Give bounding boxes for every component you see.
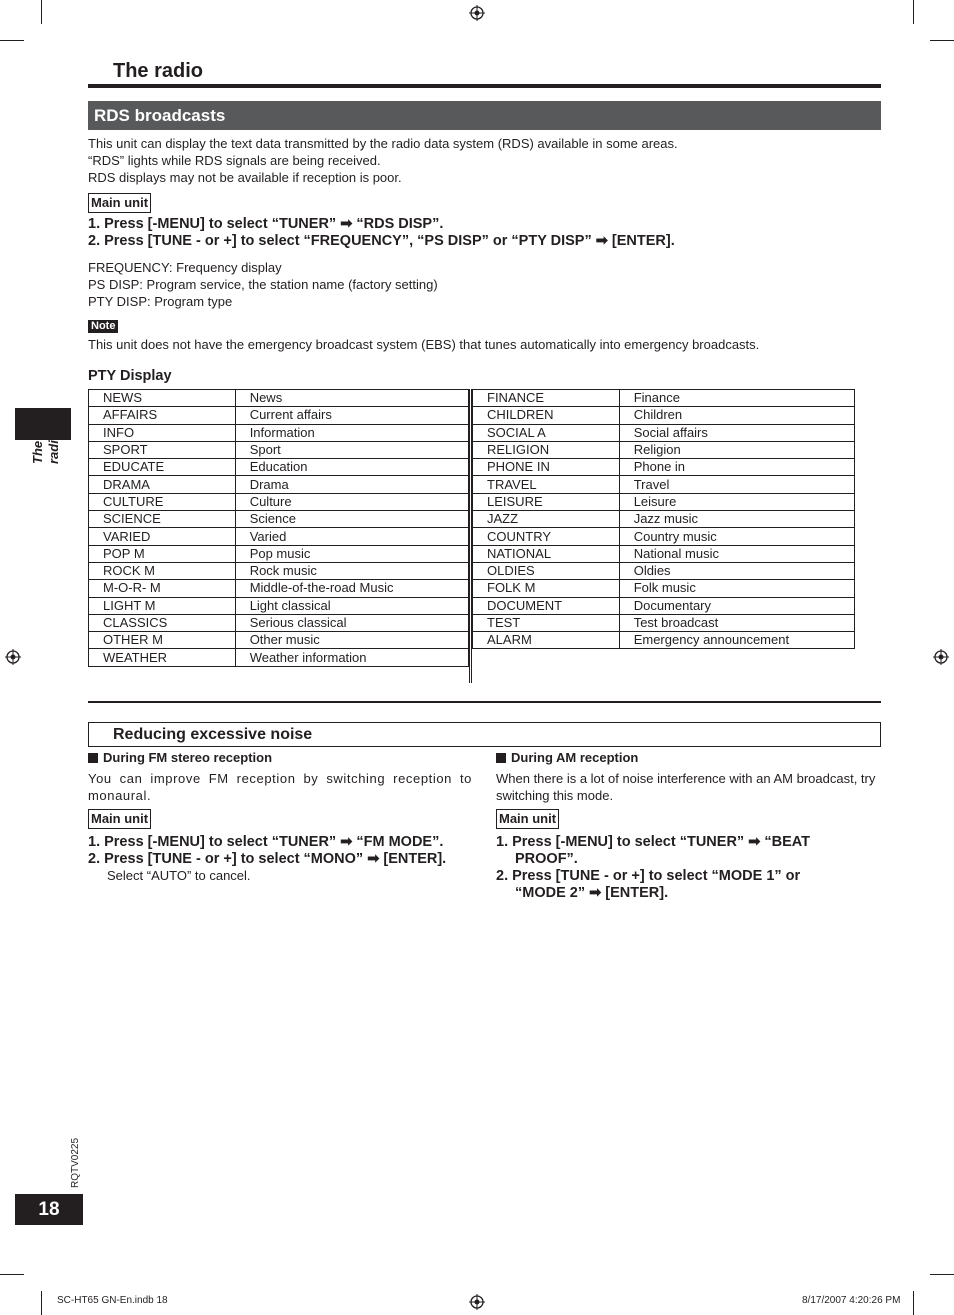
pty-description-cell: Science bbox=[235, 511, 468, 528]
definition-line: FREQUENCY: Frequency display bbox=[88, 260, 282, 275]
pty-description-cell: Finance bbox=[619, 390, 854, 407]
crop-mark bbox=[930, 1274, 954, 1275]
crop-mark bbox=[913, 1291, 914, 1315]
rds-definitions bbox=[88, 259, 438, 310]
registration-mark-icon bbox=[933, 649, 949, 665]
pty-code-cell: COUNTRY bbox=[473, 528, 620, 545]
pty-row bbox=[89, 493, 469, 510]
pty-description-cell: Documentary bbox=[619, 597, 854, 614]
pty-code-cell: FOLK M bbox=[473, 580, 620, 597]
pty-description-cell: Test broadcast bbox=[619, 614, 854, 631]
rds-section-heading: RDS broadcasts bbox=[88, 101, 881, 130]
crop-mark bbox=[0, 1274, 24, 1275]
pty-code-cell: DRAMA bbox=[89, 476, 236, 493]
crop-mark bbox=[41, 1291, 42, 1315]
pty-table-left bbox=[88, 389, 469, 667]
pty-row bbox=[89, 580, 469, 597]
pty-row bbox=[89, 545, 469, 562]
pty-row bbox=[89, 562, 469, 579]
pty-code-cell: VARIED bbox=[89, 528, 236, 545]
note-badge: Note bbox=[88, 320, 118, 333]
pty-row bbox=[89, 459, 469, 476]
definition-line: PS DISP: Program service, the station name (factory setting) bbox=[88, 277, 438, 292]
pty-description-cell: Religion bbox=[619, 441, 854, 458]
pty-code-cell: CULTURE bbox=[89, 493, 236, 510]
pty-row bbox=[89, 649, 469, 666]
definition-line: PTY DISP: Program type bbox=[88, 294, 233, 309]
main-unit-label: Main unit bbox=[88, 809, 151, 829]
am-subheading-text: During AM reception bbox=[511, 750, 639, 765]
main-unit-label: Main unit bbox=[496, 809, 559, 829]
title-rule bbox=[88, 84, 881, 88]
pty-code-cell: EDUCATE bbox=[89, 459, 236, 476]
pty-code-cell: TEST bbox=[473, 614, 620, 631]
pty-code-cell: SCIENCE bbox=[89, 511, 236, 528]
fm-description: You can improve FM reception by switching reception to monaural. bbox=[88, 771, 472, 803]
pty-row bbox=[89, 597, 469, 614]
pty-row bbox=[89, 441, 469, 458]
rds-step-1: 1. Press [-MENU] to select “TUNER” ➡ “RDS DISP”. bbox=[88, 216, 444, 232]
pty-code-cell: POP M bbox=[89, 545, 236, 562]
pty-row bbox=[89, 511, 469, 528]
am-step-1: 1. Press [-MENU] to select “TUNER” ➡ “BEAT bbox=[496, 834, 811, 850]
pty-code-cell: JAZZ bbox=[473, 511, 620, 528]
footer-file: SC-HT65 GN-En.indb 18 bbox=[57, 1295, 168, 1306]
pty-code-cell: SOCIAL A bbox=[473, 424, 620, 441]
pty-code-cell: OLDIES bbox=[473, 562, 620, 579]
rds-intro bbox=[88, 135, 678, 186]
pty-description-cell: Rock music bbox=[235, 562, 468, 579]
pty-row bbox=[89, 528, 469, 545]
pty-code-cell: TRAVEL bbox=[473, 476, 620, 493]
crop-mark bbox=[913, 0, 914, 24]
am-step-2: 2. Press [TUNE - or +] to select “MODE 1” or bbox=[496, 868, 801, 884]
pty-description-cell: Jazz music bbox=[619, 511, 854, 528]
pty-code-cell: RELIGION bbox=[473, 441, 620, 458]
pty-description-cell: Light classical bbox=[235, 597, 468, 614]
pty-description-cell: Varied bbox=[235, 528, 468, 545]
page-number: 18 bbox=[15, 1194, 83, 1225]
pty-row bbox=[473, 390, 855, 407]
pty-row bbox=[89, 390, 469, 407]
pty-table-right bbox=[472, 389, 855, 649]
pty-row bbox=[473, 493, 855, 510]
pty-code-cell: LIGHT M bbox=[89, 597, 236, 614]
pty-code-cell: PHONE IN bbox=[473, 459, 620, 476]
pty-row bbox=[473, 632, 855, 649]
pty-row bbox=[473, 562, 855, 579]
pty-description-cell: Social affairs bbox=[619, 424, 854, 441]
am-step-2-cont: “MODE 2” ➡ [ENTER]. bbox=[515, 885, 669, 901]
pty-description-cell: National music bbox=[619, 545, 854, 562]
rds-intro-line: This unit can display the text data transmitted by the radio data system (RDS) available in some areas. bbox=[88, 136, 678, 151]
pty-description-cell: Drama bbox=[235, 476, 468, 493]
pty-row bbox=[473, 459, 855, 476]
rds-intro-line: RDS displays may not be available if reception is poor. bbox=[88, 170, 402, 185]
main-unit-label: Main unit bbox=[88, 193, 151, 213]
fm-step-1: 1. Press [-MENU] to select “TUNER” ➡ “FM MODE”. bbox=[88, 834, 444, 850]
pty-description-cell: Oldies bbox=[619, 562, 854, 579]
sidebar-section-label: The radio bbox=[30, 432, 61, 464]
am-step-1-cont: PROOF”. bbox=[515, 851, 578, 867]
pty-row bbox=[473, 545, 855, 562]
pty-code-cell: NATIONAL bbox=[473, 545, 620, 562]
pty-code-cell: ROCK M bbox=[89, 562, 236, 579]
pty-description-cell: Country music bbox=[619, 528, 854, 545]
doc-code: RQTV0225 bbox=[70, 1137, 81, 1188]
square-bullet-icon bbox=[88, 753, 98, 763]
pty-description-cell: News bbox=[235, 390, 468, 407]
pty-code-cell: ALARM bbox=[473, 632, 620, 649]
pty-row bbox=[89, 632, 469, 649]
fm-subheading-text: During FM stereo reception bbox=[103, 750, 273, 765]
pty-description-cell: Other music bbox=[235, 632, 468, 649]
pty-description-cell: Children bbox=[619, 407, 854, 424]
pty-description-cell: Current affairs bbox=[235, 407, 468, 424]
pty-code-cell: NEWS bbox=[89, 390, 236, 407]
registration-mark-icon bbox=[5, 649, 21, 665]
crop-mark bbox=[41, 0, 42, 24]
note-text: This unit does not have the emergency broadcast system (EBS) that tunes automatically into emergency broadcasts. bbox=[88, 337, 760, 352]
pty-row bbox=[473, 528, 855, 545]
pty-code-cell: CHILDREN bbox=[473, 407, 620, 424]
pty-description-cell: Culture bbox=[235, 493, 468, 510]
pty-description-cell: Travel bbox=[619, 476, 854, 493]
pty-description-cell: Leisure bbox=[619, 493, 854, 510]
square-bullet-icon bbox=[496, 753, 506, 763]
registration-mark-icon bbox=[469, 1294, 485, 1310]
pty-code-cell: LEISURE bbox=[473, 493, 620, 510]
crop-mark bbox=[0, 40, 24, 41]
pty-row bbox=[473, 614, 855, 631]
pty-row bbox=[473, 511, 855, 528]
pty-code-cell: SPORT bbox=[89, 441, 236, 458]
rds-intro-line: “RDS” lights while RDS signals are being received. bbox=[88, 153, 381, 168]
pty-row bbox=[89, 476, 469, 493]
footer-timestamp: 8/17/2007 4:20:26 PM bbox=[802, 1295, 901, 1306]
pty-row bbox=[473, 407, 855, 424]
pty-row bbox=[473, 441, 855, 458]
pty-row bbox=[473, 580, 855, 597]
pty-code-cell: OTHER M bbox=[89, 632, 236, 649]
pty-heading: PTY Display bbox=[88, 368, 172, 384]
registration-mark-icon bbox=[469, 5, 485, 21]
pty-code-cell: CLASSICS bbox=[89, 614, 236, 631]
pty-description-cell: Education bbox=[235, 459, 468, 476]
pty-code-cell: M-O-R- M bbox=[89, 580, 236, 597]
pty-row bbox=[473, 597, 855, 614]
section-rule bbox=[88, 701, 881, 703]
page-title: The radio bbox=[113, 60, 204, 82]
pty-code-cell: WEATHER bbox=[89, 649, 236, 666]
pty-code-cell: AFFAIRS bbox=[89, 407, 236, 424]
am-description: When there is a lot of noise interference with an AM broadcast, try switching this mode. bbox=[496, 771, 876, 803]
pty-row bbox=[89, 407, 469, 424]
pty-description-cell: Information bbox=[235, 424, 468, 441]
pty-code-cell: DOCUMENT bbox=[473, 597, 620, 614]
pty-code-cell: FINANCE bbox=[473, 390, 620, 407]
am-subheading bbox=[496, 750, 638, 765]
pty-description-cell: Folk music bbox=[619, 580, 854, 597]
pty-description-cell: Sport bbox=[235, 441, 468, 458]
pty-description-cell: Phone in bbox=[619, 459, 854, 476]
pty-description-cell: Emergency announcement bbox=[619, 632, 854, 649]
fm-step-2: 2. Press [TUNE - or +] to select “MONO” ➡ [ENTER]. bbox=[88, 851, 447, 867]
pty-description-cell: Middle-of-the-road Music bbox=[235, 580, 468, 597]
fm-cancel-hint: Select “AUTO” to cancel. bbox=[107, 868, 251, 883]
pty-description-cell: Serious classical bbox=[235, 614, 468, 631]
pty-row bbox=[473, 476, 855, 493]
noise-section-heading: Reducing excessive noise bbox=[88, 722, 881, 747]
pty-code-cell: INFO bbox=[89, 424, 236, 441]
crop-mark bbox=[930, 40, 954, 41]
pty-row bbox=[89, 614, 469, 631]
pty-description-cell: Weather information bbox=[235, 649, 468, 666]
pty-description-cell: Pop music bbox=[235, 545, 468, 562]
rds-step-2: 2. Press [TUNE - or +] to select “FREQUENCY”, “PS DISP” or “PTY DISP” ➡ [ENTER]. bbox=[88, 233, 675, 249]
fm-subheading bbox=[88, 750, 272, 765]
pty-row bbox=[89, 424, 469, 441]
pty-row bbox=[473, 424, 855, 441]
